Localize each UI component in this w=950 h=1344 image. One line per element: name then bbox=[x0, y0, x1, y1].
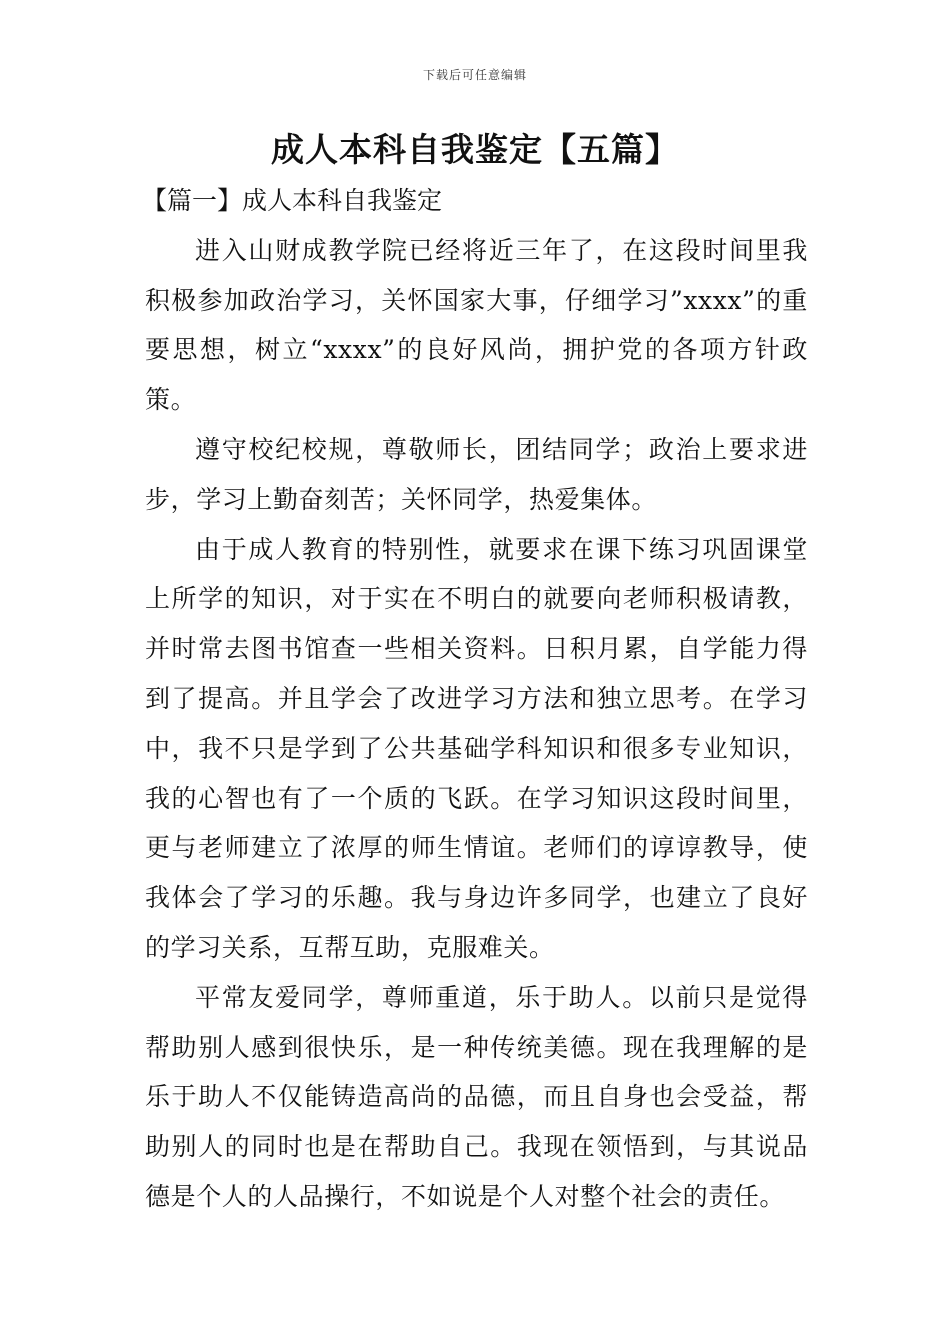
section-heading: 【篇一】成人本科自我鉴定 bbox=[142, 186, 443, 215]
paragraph-4: 平常友爱同学，尊师重道，乐于助人。以前只是觉得帮助别人感到很快乐，是一种传统美德。现在我理解的是乐于助人不仅能铸造高尚的品德，而且自身也会受益，帮助别人的同时也是在帮助自己。我现在领悟到，与其说品德是个人的人品操行，不如说是个人对整个社会的责任。 bbox=[145, 982, 808, 1211]
paragraph-2: 遵守校纪校规，尊敬师长，团结同学；政治上要求进步，学习上勤奋刻苦；关怀同学，热爱集体。 bbox=[145, 434, 808, 514]
paragraph-3: 由于成人教育的特别性，就要求在课下练习巩固课堂上所学的知识，对于实在不明白的就要向老师积极请教，并时常去图书馆查一些相关资料。日积月累，自学能力得到了提高。并且学会了改进学习方法和独立思考。在学习中，我不只是学到了公共基础学科知识和很多专业知识，我的心智也有了一个质的飞跃。在学习知识这段时间里，更与老师建立了浓厚的师生情谊。老师们的谆谆教导，使我体会了学习的乐趣。我与身边许多同学，也建立了良好的学习关系，互帮互助，克服难关。 bbox=[145, 534, 808, 962]
document-title: 成人本科自我鉴定【五篇】 bbox=[271, 130, 679, 169]
document-body bbox=[142, 176, 808, 1222]
paragraph-1: 进入山财成教学院已经将近三年了，在这段时间里我积极参加政治学习，关怀国家大事，仔细学习”xxxx”的重要思想，树立“xxxx”的良好风尚，拥护党的各项方针政策。 bbox=[145, 235, 808, 415]
header-note: 下载后可任意编辑 bbox=[422, 68, 527, 82]
